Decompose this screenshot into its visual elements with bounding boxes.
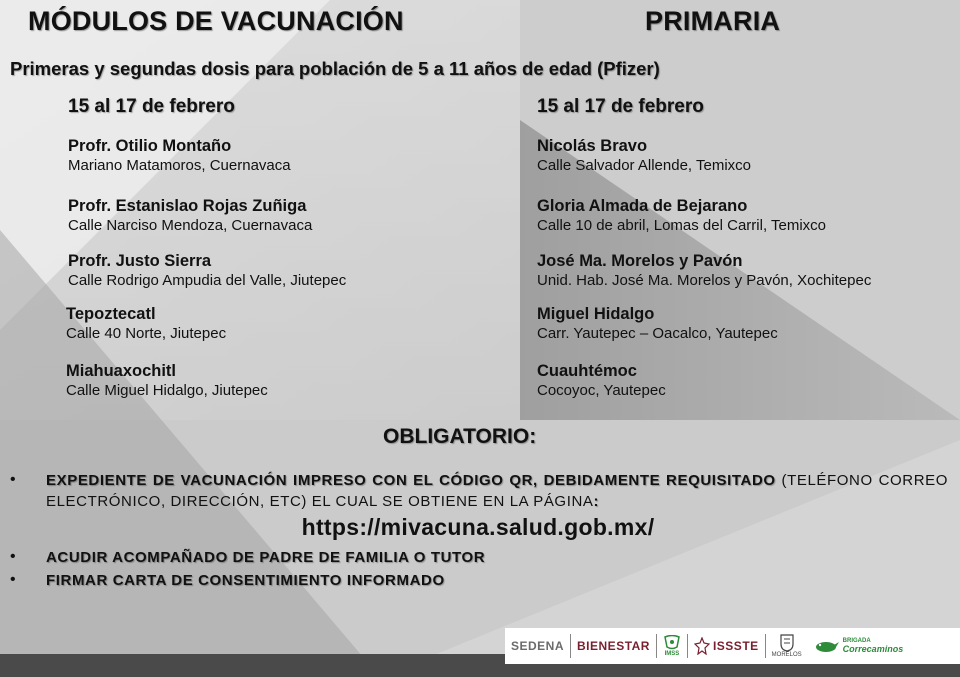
school-name: Profr. Justo Sierra [68,252,212,270]
morelos-logo: MORELOS [766,634,808,658]
subtitle: Primeras y segundas dosis para población de 5 a 11 años de edad (Pfizer) [10,58,660,79]
school-name: Miahuaxochitl [66,362,177,380]
vaccine-url[interactable]: https://mivacuna.salud.gob.mx/ [301,514,655,540]
correcaminos-bird-icon [814,637,840,655]
imss-logo: IMSS [657,635,687,657]
school-entry [66,361,268,401]
list-item [8,547,948,568]
school-name: Profr. Estanislao Rojas Zuñiga [68,197,307,215]
school-entry [537,304,778,344]
school-address: Calle Miguel Hidalgo, Jiutepec [66,382,268,399]
school-address: Calle Salvador Allende, Temixco [537,157,752,174]
school-entry [537,251,871,291]
school-entry [537,196,826,236]
school-entry [68,136,291,176]
school-entry [537,361,666,401]
school-address: Unid. Hab. José Ma. Morelos y Pavón, Xochitepec [537,272,872,289]
school-name: Profr. Otilio Montaño [68,137,232,155]
school-name: Nicolás Bravo [537,137,648,155]
imss-emblem-icon [663,635,681,651]
bullet-icon: • [10,571,16,588]
date-header-left: 15 al 17 de febrero [68,96,235,117]
issste-emblem-icon [694,637,710,655]
requirements-heading: OBLIGATORIO: [383,425,537,448]
requirement-text [46,470,948,512]
requirements-list [8,470,948,591]
school-address: Calle 40 Norte, Jiutepec [66,325,227,342]
morelos-shield-icon [780,634,794,652]
requirement-emphasis: EXPEDIENTE DE VACUNACIÓN IMPRESO CON EL CÓDIGO QR, DEBIDAMENTE REQUISITADO [46,472,776,489]
sedena-logo: SEDENA [511,639,565,653]
level-label: PRIMARIA [645,6,781,36]
requirement-colon: : [593,493,600,510]
school-name: Gloria Almada de Bejarano [537,197,748,215]
school-entry [68,251,346,291]
school-entry [537,136,751,176]
school-name: José Ma. Morelos y Pavón [537,252,743,270]
requirement-detail: (TELÉFONO CORREO ELECTRÓNICO, DIRECCIÓN, ETC) EL CUAL SE OBTIENE EN LA PÁGINA [46,472,949,510]
logo-strip [505,628,960,664]
school-address: Carr. Yautepec – Oacalco, Yautepec [537,325,778,342]
brigada-correcaminos-logo: BRIGADA Correcaminos [808,637,910,655]
date-header-right: 15 al 17 de febrero [537,96,704,117]
school-address: Calle 10 de abril, Lomas del Carril, Temixco [537,217,827,234]
school-entry [68,196,312,236]
bienestar-logo: BIENESTAR [577,639,650,653]
list-item [8,570,948,591]
school-address: Mariano Matamoros, Cuernavaca [68,157,291,174]
school-name: Cuauhtémoc [537,362,637,380]
requirement-text: ACUDIR ACOMPAÑADO DE PADRE DE FAMILIA O TUTOR [46,549,486,566]
bullet-icon: • [10,471,16,488]
school-address: Calle Rodrigo Ampudia del Valle, Jiutepec [68,272,347,289]
list-item [8,470,948,512]
school-address: Cocoyoc, Yautepec [537,382,666,399]
bullet-icon: • [10,548,16,565]
school-name: Tepoztecatl [66,305,156,323]
school-name: Miguel Hidalgo [537,305,655,323]
requirement-text: FIRMAR CARTA DE CONSENTIMIENTO INFORMADO [46,572,445,589]
page-title: MÓDULOS DE VACUNACIÓN [28,6,404,36]
issste-logo: ISSSTE [688,637,765,655]
school-entry [66,304,226,344]
school-address: Calle Narciso Mendoza, Cuernavaca [68,217,313,234]
